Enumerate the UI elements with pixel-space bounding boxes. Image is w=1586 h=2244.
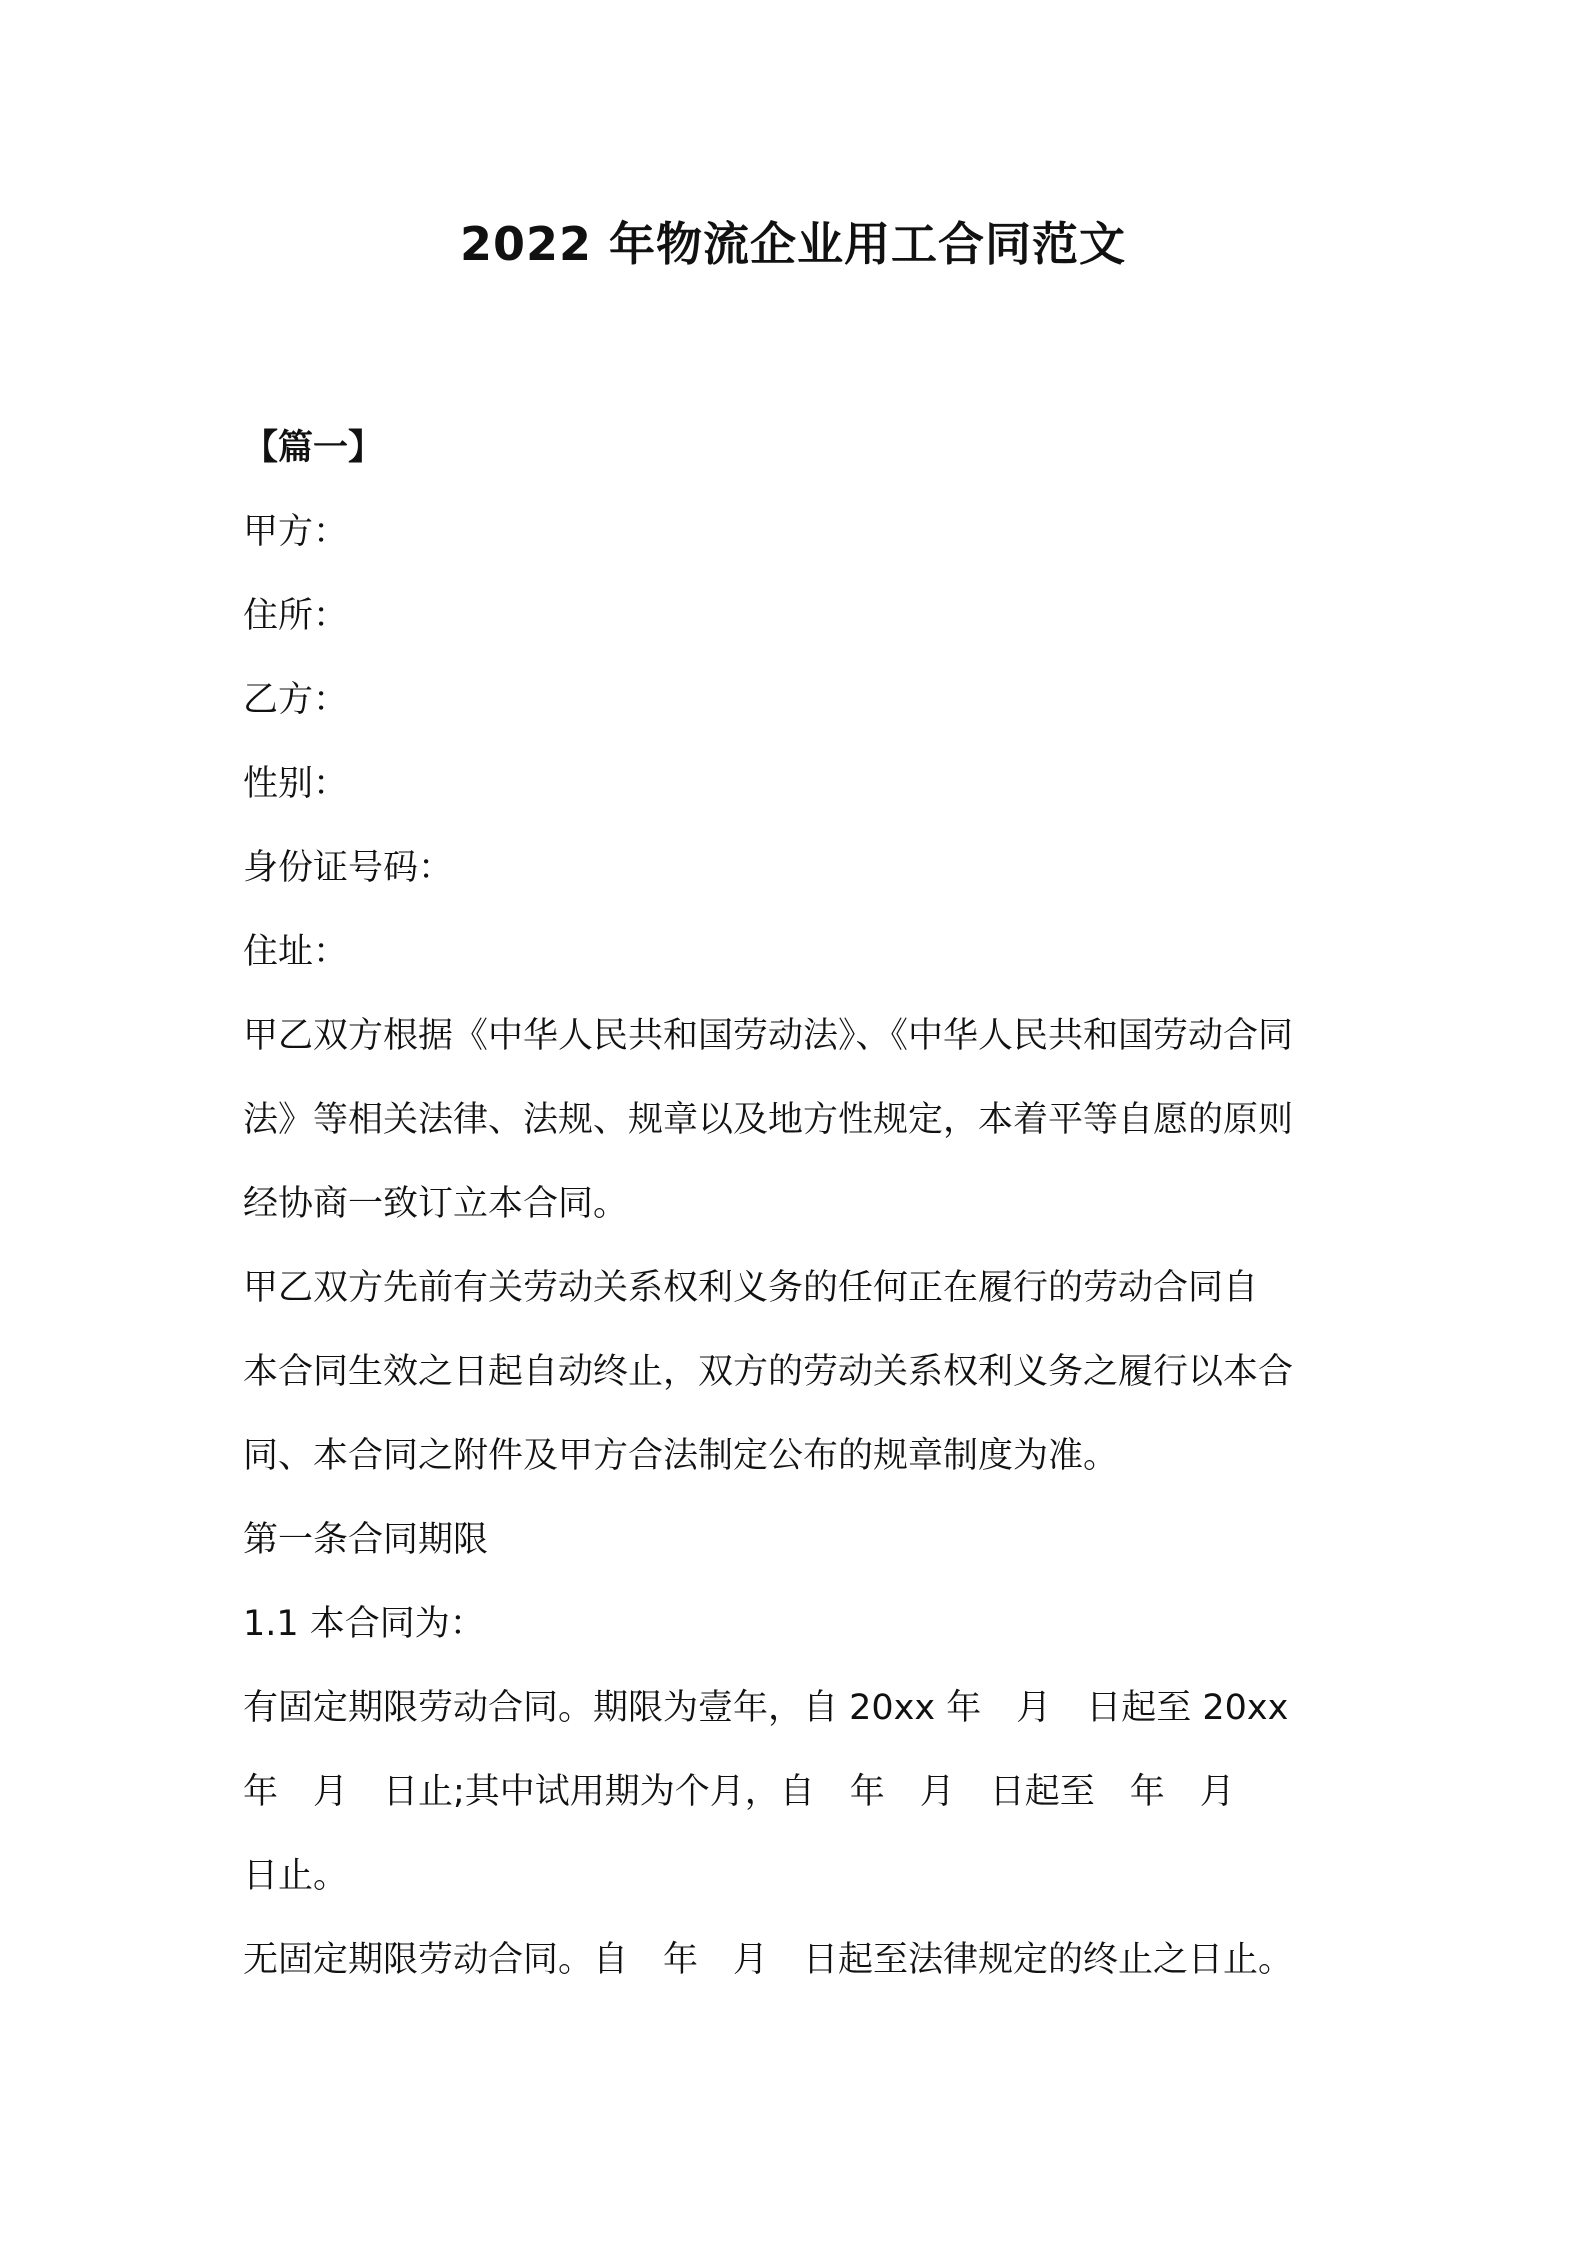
party-b-address-label: 住址： bbox=[243, 932, 349, 972]
id-number-label: 身份证号码： bbox=[243, 848, 454, 888]
document-body bbox=[243, 406, 1363, 2002]
section-heading: 【篇一】 bbox=[243, 428, 384, 468]
party-a-address-label: 住所： bbox=[243, 596, 349, 636]
gender-label: 性别： bbox=[243, 764, 349, 804]
paragraph-line: 年 月 日止;其中试用期为个月，自 年 月 日起至 年 月 bbox=[243, 1772, 1235, 1812]
paragraph-line: 无固定期限劳动合同。自 年 月 日起至法律规定的终止之日止。 bbox=[243, 1940, 1294, 1980]
article-heading: 第一条合同期限 bbox=[243, 1520, 489, 1560]
paragraph-line: 甲乙双方根据《中华人民共和国劳动法》、《中华人民共和国劳动合同 bbox=[243, 1016, 1294, 1056]
paragraph-line: 本合同生效之日起自动终止，双方的劳动关系权利义务之履行以本合 bbox=[243, 1352, 1294, 1392]
clause-heading: 1.1 本合同为： bbox=[243, 1604, 485, 1644]
paragraph-line: 有固定期限劳动合同。期限为壹年，自 20xx 年 月 日起至 20xx bbox=[243, 1688, 1289, 1728]
paragraph-line: 经协商一致订立本合同。 bbox=[243, 1184, 629, 1224]
paragraph-line: 日止。 bbox=[243, 1856, 349, 1896]
paragraph-line: 同、本合同之附件及甲方合法制定公布的规章制度为准。 bbox=[243, 1436, 1119, 1476]
party-b-label: 乙方： bbox=[243, 680, 349, 720]
party-a-label: 甲方： bbox=[243, 512, 349, 552]
paragraph-line: 法》等相关法律、法规、规章以及地方性规定，本着平等自愿的原则 bbox=[243, 1100, 1294, 1140]
paragraph-line: 甲乙双方先前有关劳动关系权利义务的任何正在履行的劳动合同自 bbox=[243, 1268, 1259, 1308]
document-title: 2022 年物流企业用工合同范文 bbox=[459, 217, 1127, 271]
